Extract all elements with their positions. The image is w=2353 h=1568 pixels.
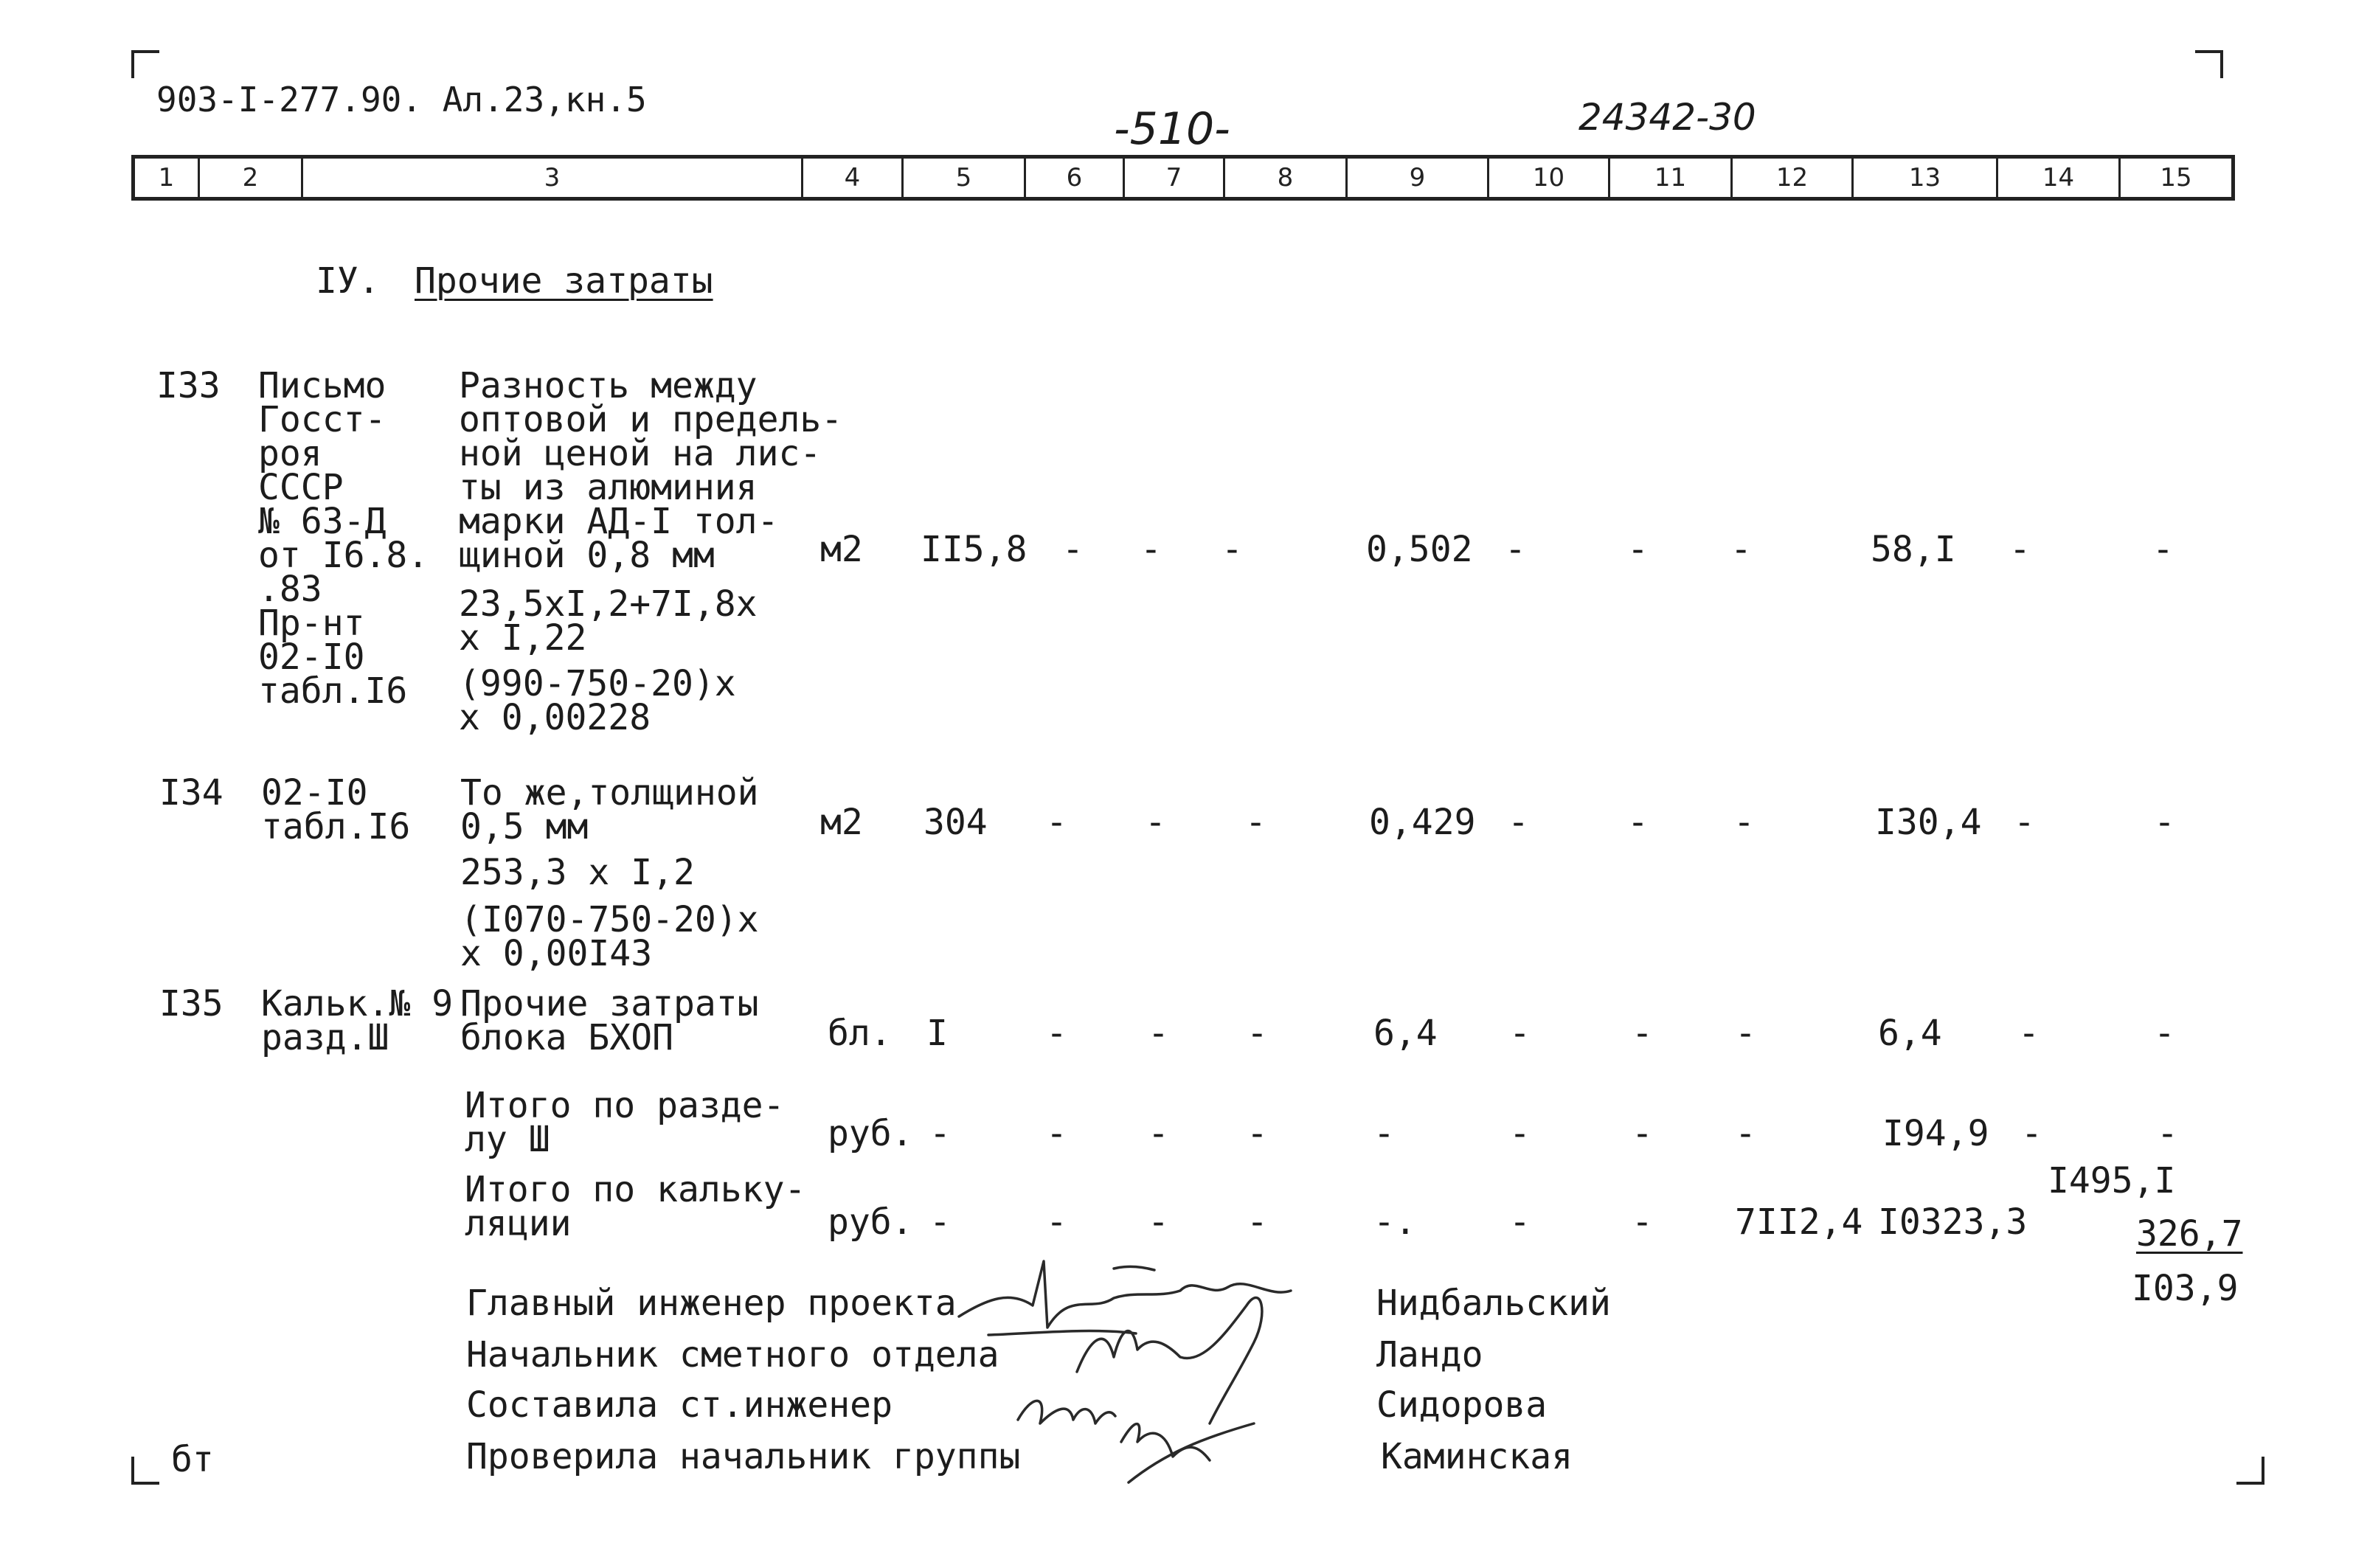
column-number: 8 <box>1225 159 1348 197</box>
corner-mark-top-right <box>2195 50 2223 78</box>
row-calculation: (I070-750-20)х х 0,00I43 <box>460 899 759 974</box>
row-number: I33 <box>156 365 221 406</box>
row-calculation: 253,3 х I,2 <box>460 852 695 893</box>
quantity-cell: - <box>929 1113 951 1154</box>
corner-mark-bottom-left <box>131 1457 159 1485</box>
unit-cell: м2 <box>820 802 863 843</box>
column-number: 13 <box>1854 159 1998 197</box>
cell-col11: - <box>1627 529 1649 570</box>
cell-col7: - <box>1148 1201 1169 1243</box>
signature-role: Начальник сметного отдела <box>466 1334 999 1376</box>
column-number: 1 <box>135 159 200 197</box>
column-number: 6 <box>1026 159 1125 197</box>
cell-col12: 7II2,4 <box>1735 1201 1863 1243</box>
row-basis: Кальк.№ 9 разд.Ш <box>261 983 454 1058</box>
cell-col8: - <box>1221 529 1243 570</box>
column-number: 7 <box>1125 159 1225 197</box>
cell-col9: 6,4 <box>1373 1013 1438 1054</box>
cell-col11: - <box>1627 802 1649 843</box>
column-number: 9 <box>1348 159 1489 197</box>
column-number: 3 <box>303 159 803 197</box>
cell-col6: - <box>1046 1201 1067 1243</box>
row-description: Прочие затраты блока БХОП <box>460 983 759 1058</box>
cell-col9: 0,502 <box>1366 529 1473 570</box>
total-label: Итого по разде- лу Ш <box>465 1085 785 1160</box>
cell-col7: - <box>1140 529 1162 570</box>
cell-col6: - <box>1046 802 1067 843</box>
row-description: Разность между оптовой и предель- ной ценой на лис- ты из алюминия марки АД-I тол- щиной 0,8 мм <box>459 365 843 576</box>
cell-col10: - <box>1508 802 1529 843</box>
cell-col10: - <box>1509 1201 1531 1243</box>
signature-role: Составила ст.инженер <box>466 1384 893 1426</box>
cell-col12: - <box>1733 802 1755 843</box>
cell-col13: 6,4 <box>1878 1013 1942 1054</box>
column-number: 14 <box>1998 159 2121 197</box>
quantity-cell: I <box>926 1013 948 1054</box>
unit-cell: м2 <box>820 529 863 570</box>
cell-col14: - <box>2021 1113 2042 1154</box>
cell-col8: - <box>1247 1201 1268 1243</box>
signature-role: Проверила начальник группы <box>466 1436 1021 1477</box>
cell-col13: I30,4 <box>1875 802 1982 843</box>
signature-name: Ландо <box>1376 1334 1483 1376</box>
section-title: Прочие затраты <box>415 260 713 302</box>
cell-col6: - <box>1062 529 1084 570</box>
total-value-bottom: I03,9 <box>2132 1268 2239 1309</box>
row-number: I35 <box>159 983 223 1024</box>
cell-col13: I94,9 <box>1882 1113 1989 1154</box>
cell-col11: - <box>1632 1013 1653 1054</box>
section-number: IУ. <box>316 260 380 302</box>
cell-col9: 0,429 <box>1369 802 1476 843</box>
cell-col12: - <box>1735 1013 1756 1054</box>
cell-col7: - <box>1145 802 1166 843</box>
sheet-code: 24342-30 <box>1579 96 1756 139</box>
cell-col13: 58,I <box>1871 529 1956 570</box>
cell-col6: - <box>1046 1113 1067 1154</box>
unit-cell: бл. <box>828 1013 892 1054</box>
cell-col9: -. <box>1373 1201 1416 1243</box>
row-description: То же,толщиной 0,5 мм <box>460 772 759 847</box>
cell-col14: - <box>2009 529 2031 570</box>
cell-col14: - <box>2018 1013 2040 1054</box>
row-basis: 02-I0 табл.I6 <box>261 772 411 847</box>
cell-col11: - <box>1632 1201 1653 1243</box>
signature-name: Каминская <box>1381 1436 1573 1477</box>
cell-col12: - <box>1735 1113 1756 1154</box>
cell-col9: - <box>1373 1113 1395 1154</box>
handwritten-signatures <box>944 1246 1357 1512</box>
total-value-middle: 326,7 <box>2136 1213 2243 1255</box>
total-label: Итого по кальку- ляции <box>465 1169 806 1244</box>
corner-mark-top-left <box>131 50 159 78</box>
column-number: 12 <box>1733 159 1854 197</box>
cell-col15: - <box>2157 1113 2178 1154</box>
cell-col11: - <box>1632 1113 1653 1154</box>
column-number: 4 <box>803 159 904 197</box>
signature-name: Нидбальский <box>1376 1283 1611 1324</box>
column-number: 11 <box>1610 159 1733 197</box>
signature-name: Сидорова <box>1376 1384 1548 1426</box>
column-number-header <box>131 155 2235 201</box>
column-number: 2 <box>200 159 303 197</box>
quantity-cell: 304 <box>923 802 988 843</box>
unit-cell: руб. <box>828 1201 913 1243</box>
cell-col7: - <box>1148 1013 1169 1054</box>
cell-col10: - <box>1509 1013 1531 1054</box>
row-basis: Письмо Госст- роя СССР № 63-Д от I6.8. .83 Пр-нт 02-I0 табл.I6 <box>258 365 429 712</box>
cell-col12: - <box>1730 529 1752 570</box>
cell-col14: - <box>2014 802 2035 843</box>
cell-col10: - <box>1509 1113 1531 1154</box>
total-value-top: I495,I <box>2048 1160 2176 1201</box>
quantity-cell: - <box>929 1201 951 1243</box>
page-number: -510- <box>1114 103 1230 155</box>
cell-col10: - <box>1505 529 1526 570</box>
cell-col15: - <box>2154 1013 2175 1054</box>
row-calculation: 23,5хI,2+7I,8х х I,22 <box>459 583 758 659</box>
cell-col6: - <box>1046 1013 1067 1054</box>
row-number: I34 <box>159 772 223 814</box>
column-number: 5 <box>904 159 1026 197</box>
footer-mark: бт <box>171 1439 214 1480</box>
row-calculation: (990-750-20)х х 0,00228 <box>459 663 736 738</box>
column-number: 15 <box>2160 163 2192 192</box>
cell-col7: - <box>1148 1113 1169 1154</box>
corner-mark-bottom-right <box>2236 1457 2264 1485</box>
column-number: 10 <box>1489 159 1610 197</box>
cell-col15: - <box>2152 529 2174 570</box>
signature-role: Главный инженер проекта <box>466 1283 957 1324</box>
document-code: 903-I-277.90. Ал.23,кн.5 <box>156 80 647 119</box>
cell-col15: - <box>2154 802 2175 843</box>
cell-col13: I0323,3 <box>1878 1201 2028 1243</box>
cell-col8: - <box>1245 802 1266 843</box>
cell-col8: - <box>1247 1013 1268 1054</box>
cell-col8: - <box>1247 1113 1268 1154</box>
unit-cell: руб. <box>828 1113 913 1154</box>
quantity-cell: II5,8 <box>921 529 1028 570</box>
